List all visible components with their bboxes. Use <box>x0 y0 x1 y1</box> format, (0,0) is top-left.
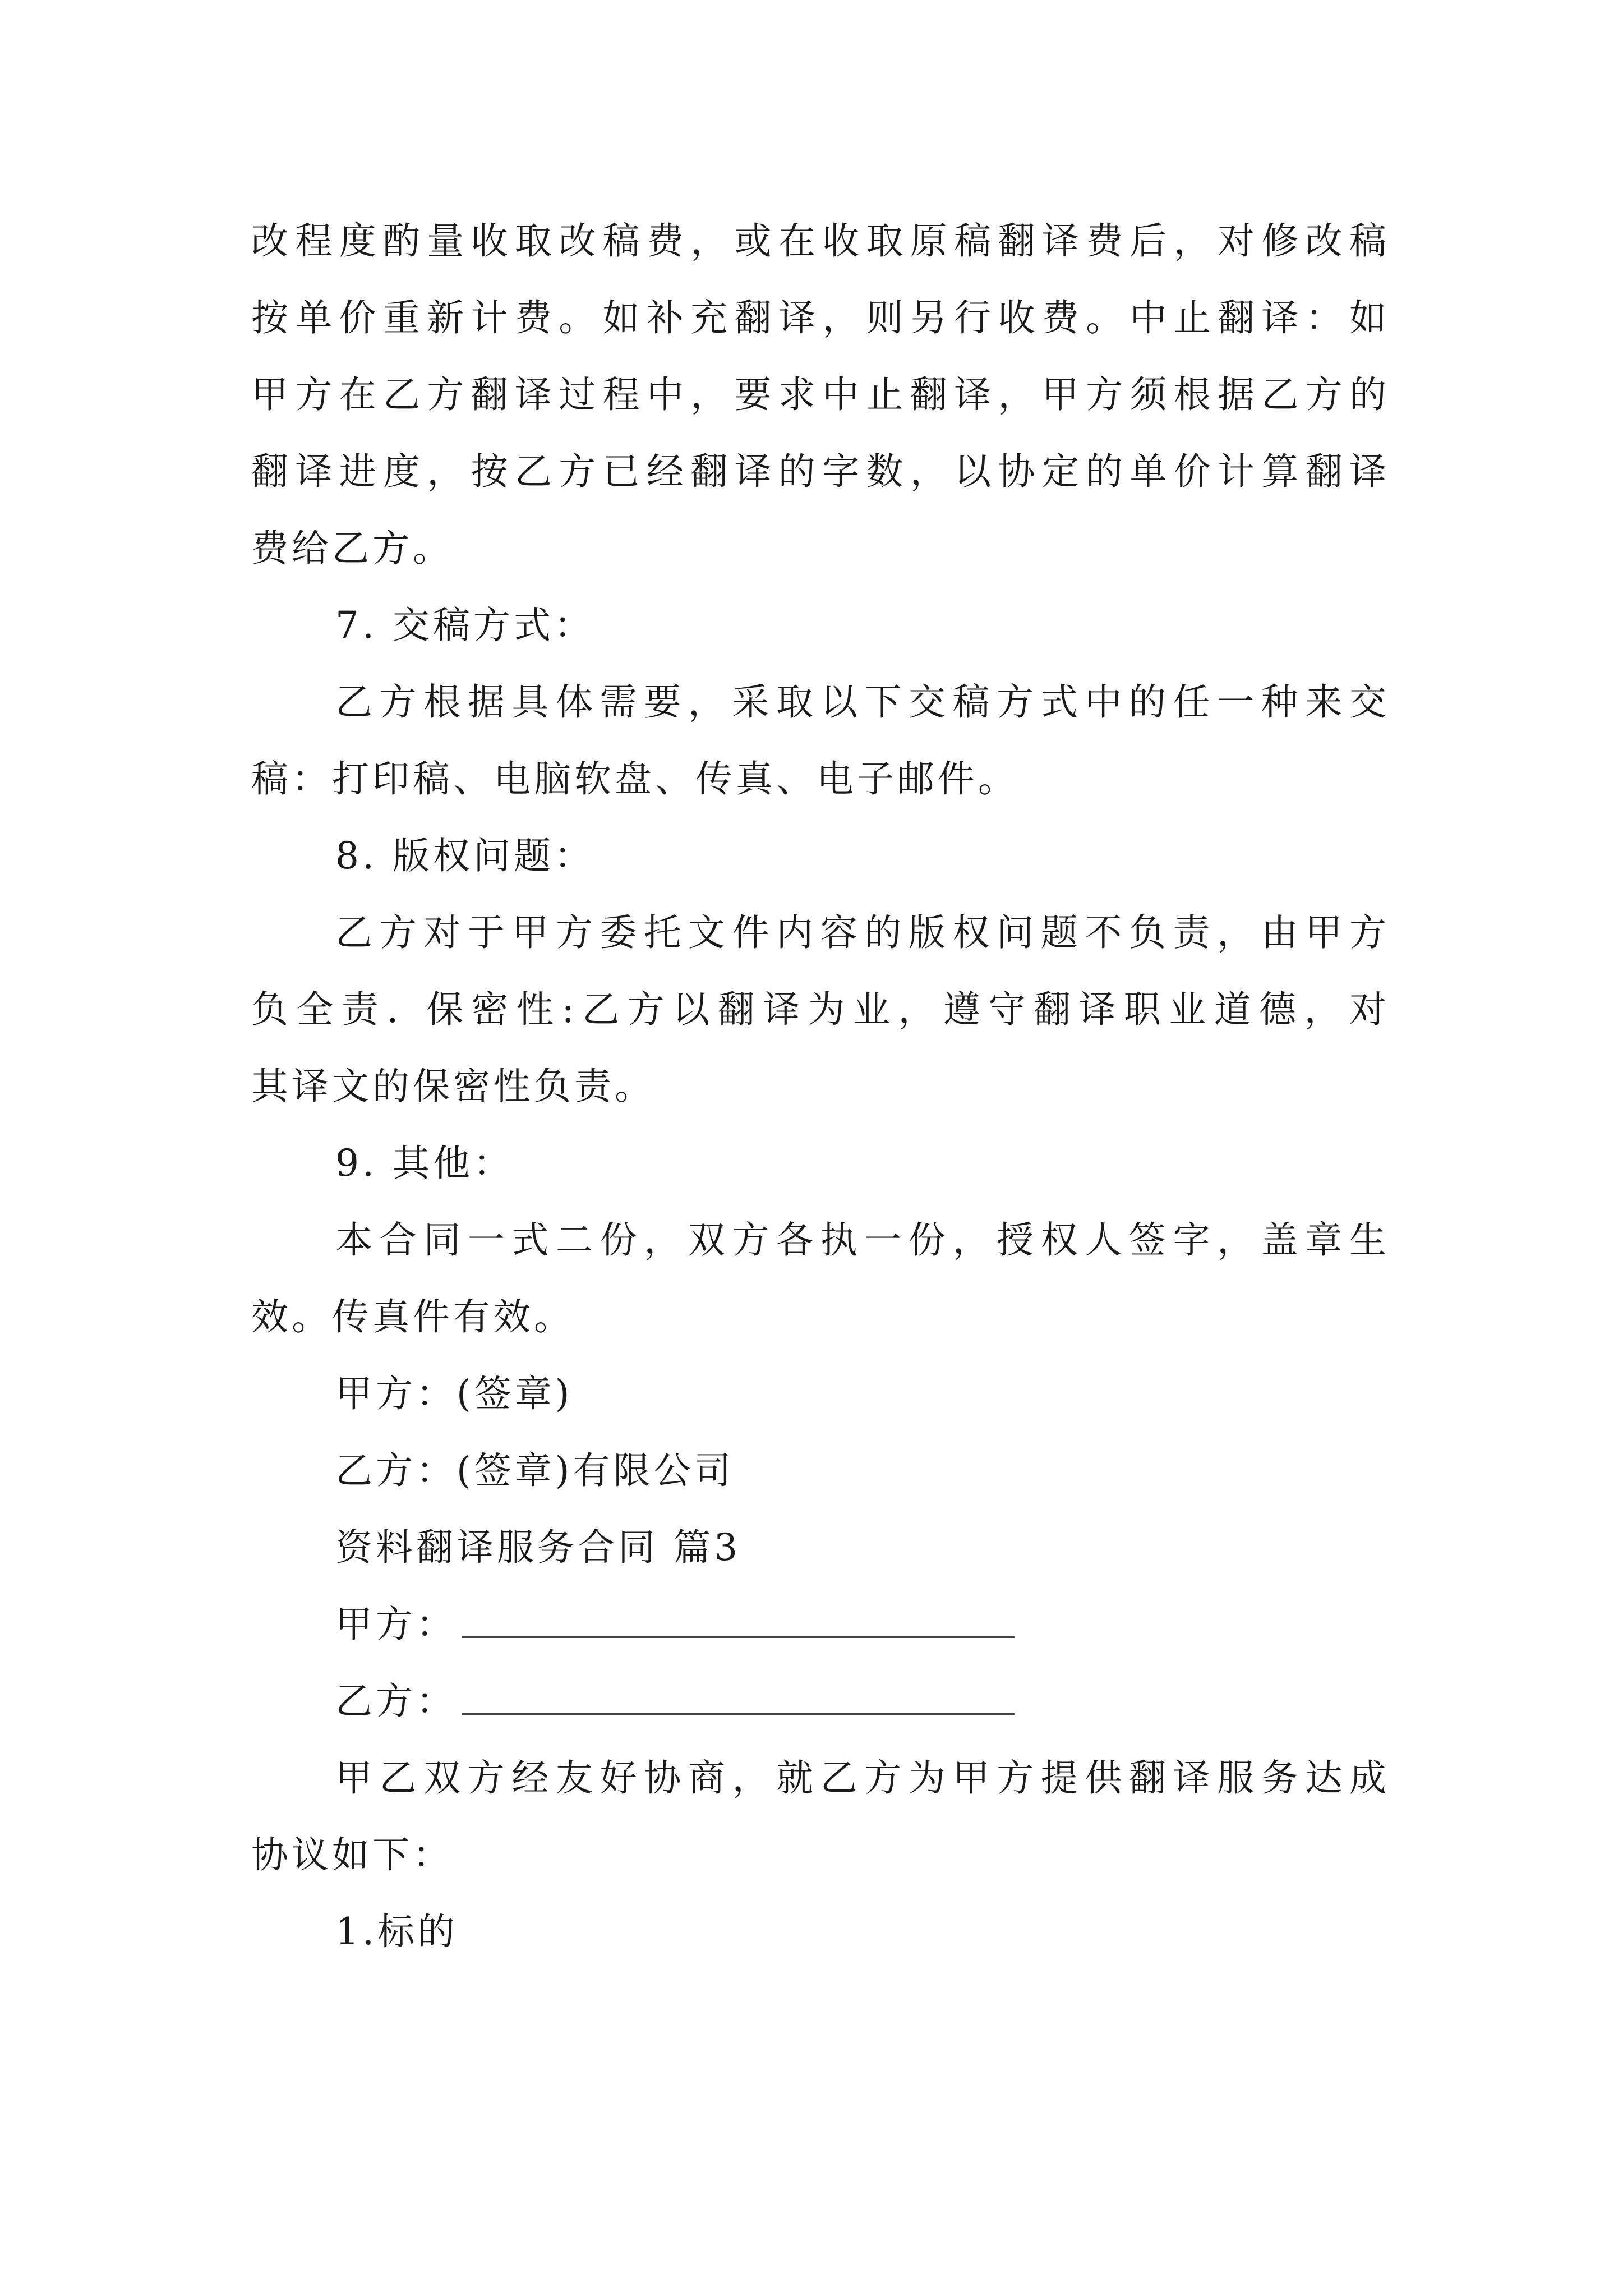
paragraph-line: 其译文的保密性负责。 <box>251 1065 655 1108</box>
section-heading: 1.标的 <box>335 1910 458 1953</box>
paragraph-line: 本合同一式二份，双方各执一份，授权人签字，盖章生 <box>335 1218 1394 1262</box>
party-b-label: 乙方： <box>335 1680 457 1723</box>
paragraph-line: 乙方根据具体需要，采取以下交稿方式中的任一种来交 <box>335 680 1394 724</box>
paragraph-line: 甲乙双方经友好协商，就乙方为甲方提供翻译服务达成 <box>335 1756 1394 1800</box>
party-a-field <box>335 1602 1015 1647</box>
paragraph-line: 改程度酌量收取改稿费，或在收取原稿翻译费后，对修改稿 <box>251 219 1394 263</box>
section-heading: 7. 交稿方式： <box>335 604 594 647</box>
section-heading: 8. 版权问题： <box>335 834 594 877</box>
party-b-field <box>335 1679 1015 1724</box>
paragraph-line: 效。传真件有效。 <box>251 1295 574 1338</box>
paragraph-line: 翻译进度，按乙方已经翻译的字数，以协定的单价计算翻译 <box>251 450 1394 493</box>
paragraph-line: 乙方对于甲方委托文件内容的版权问题不负责，由甲方 <box>335 911 1394 954</box>
contract-subtitle: 资料翻译服务合同 篇3 <box>335 1526 741 1569</box>
paragraph-line: 协议如下： <box>251 1833 453 1876</box>
party-b-signature-line: 乙方：(签章)有限公司 <box>335 1449 735 1492</box>
paragraph-line: 甲方在乙方翻译过程中，要求中止翻译，甲方须根据乙方的 <box>251 373 1394 416</box>
paragraph-line: 按单价重新计费。如补充翻译，则另行收费。中止翻译：如 <box>251 296 1394 339</box>
paragraph-line: 稿：打印稿、电脑软盘、传真、电子邮件。 <box>251 757 1018 800</box>
party-a-blank <box>462 1634 1015 1638</box>
paragraph-line: 负全责. 保密性:乙方以翻译为业，遵守翻译职业道德，对 <box>251 988 1395 1031</box>
party-b-blank <box>462 1711 1015 1715</box>
section-heading: 9. 其他： <box>335 1142 514 1185</box>
party-a-label: 甲方： <box>335 1603 457 1646</box>
party-a-signature-line: 甲方：(签章) <box>335 1372 573 1415</box>
paragraph-line: 费给乙方。 <box>251 527 453 570</box>
